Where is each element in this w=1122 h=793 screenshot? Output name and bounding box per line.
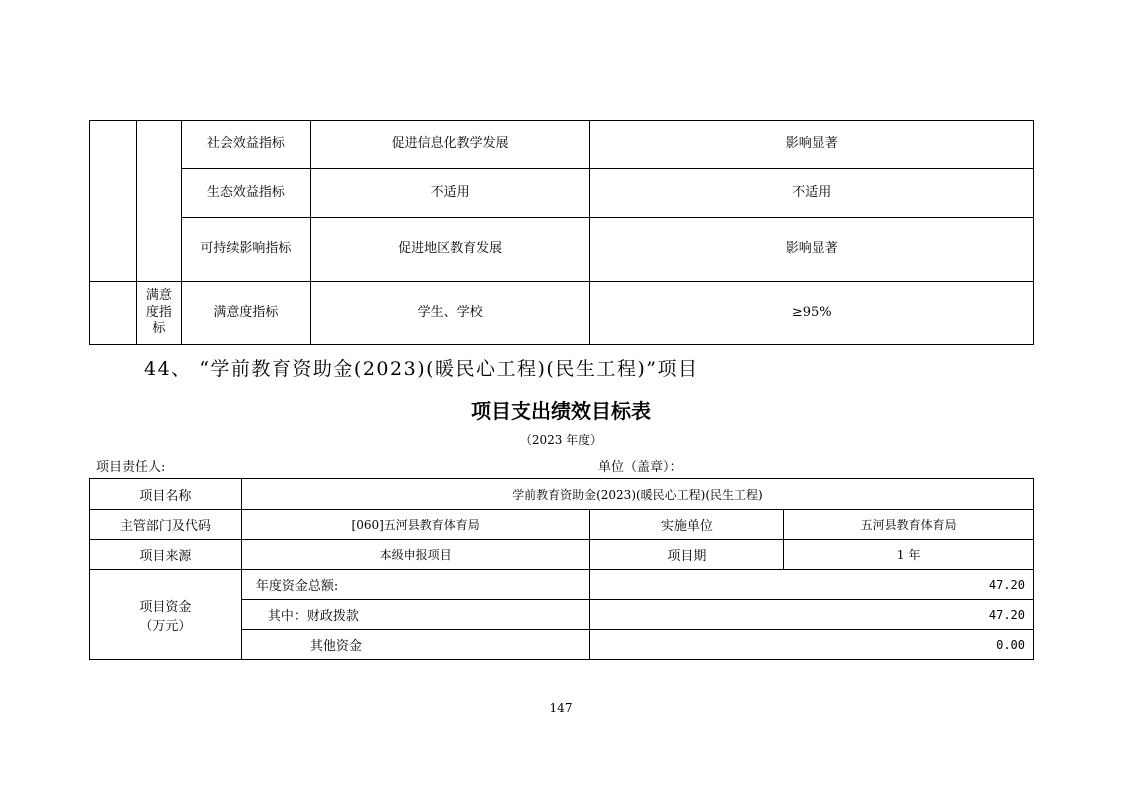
indicator-content: 不适用 [310,169,590,218]
form-title: 项目支出绩效目标表 [471,399,651,423]
table-row [90,540,1034,570]
unit-stamp-label: 单位（盖章）： [598,460,683,475]
form-year: （2023 年度） [519,433,603,447]
page-number: 147 [549,701,573,715]
department-label: 主管部门及代码 [90,510,242,540]
funds-label-line: 项目资金 [139,599,192,615]
total-funds-label: 年度资金总额: [241,570,590,600]
table-row [90,479,1034,510]
table-row [90,218,1034,282]
department-value: [060]五河县教育体育局 [241,510,590,540]
table-row [90,570,1034,600]
indicator-value: 影响显著 [590,218,1034,282]
level2-indicator-cell [136,121,181,282]
project-source-value: 本级申报项目 [241,540,590,570]
indicator-name: 社会效益指标 [181,121,310,169]
table-row [90,282,1034,345]
table-row [90,510,1034,540]
indicator-name: 可持续影响指标 [181,218,310,282]
project-period-label: 项目期 [590,540,784,570]
category-line: 度指 [145,304,172,320]
category-line: 满意 [145,287,172,303]
responsible-person-label: 项目责任人: [96,460,166,475]
level1-indicator-cell [90,121,137,282]
project-period-value: 1 年 [784,540,1034,570]
total-funds-value: 47.20 [590,570,1034,600]
satisfaction-category [136,282,181,345]
funds-label-line: （万元） [139,618,192,634]
other-funds-value: 0.00 [590,630,1034,660]
indicator-name: 生态效益指标 [181,169,310,218]
indicator-content: 学生、学校 [310,282,590,345]
table-row [90,121,1034,169]
indicator-content: 促进信息化教学发展 [310,121,590,169]
project-funds-label [90,570,242,660]
fiscal-funds-label: 其中：财政拨款 [241,600,590,630]
other-funds-label: 其他资金 [241,630,590,660]
indicator-value: 不适用 [590,169,1034,218]
indicator-content: 促进地区教育发展 [310,218,590,282]
project-source-label: 项目来源 [90,540,242,570]
fiscal-funds-value: 47.20 [590,600,1034,630]
section-heading: 44、 “学前教育资助金(2023)(暖民心工程)(民生工程)”项目 [144,358,699,380]
indicator-value: 影响显著 [590,121,1034,169]
indicator-value: ≥95% [590,282,1034,345]
project-name-value: 学前教育资助金(2023)(暖民心工程)(民生工程) [241,479,1033,510]
implementing-unit-value: 五河县教育体育局 [784,510,1034,540]
project-name-label: 项目名称 [90,479,242,510]
table-row [90,169,1034,218]
performance-indicator-table [89,120,1034,345]
empty-cell [90,282,137,345]
implementing-unit-label: 实施单位 [590,510,784,540]
indicator-name: 满意度指标 [181,282,310,345]
category-line: 标 [152,321,166,337]
project-info-table [89,478,1034,660]
